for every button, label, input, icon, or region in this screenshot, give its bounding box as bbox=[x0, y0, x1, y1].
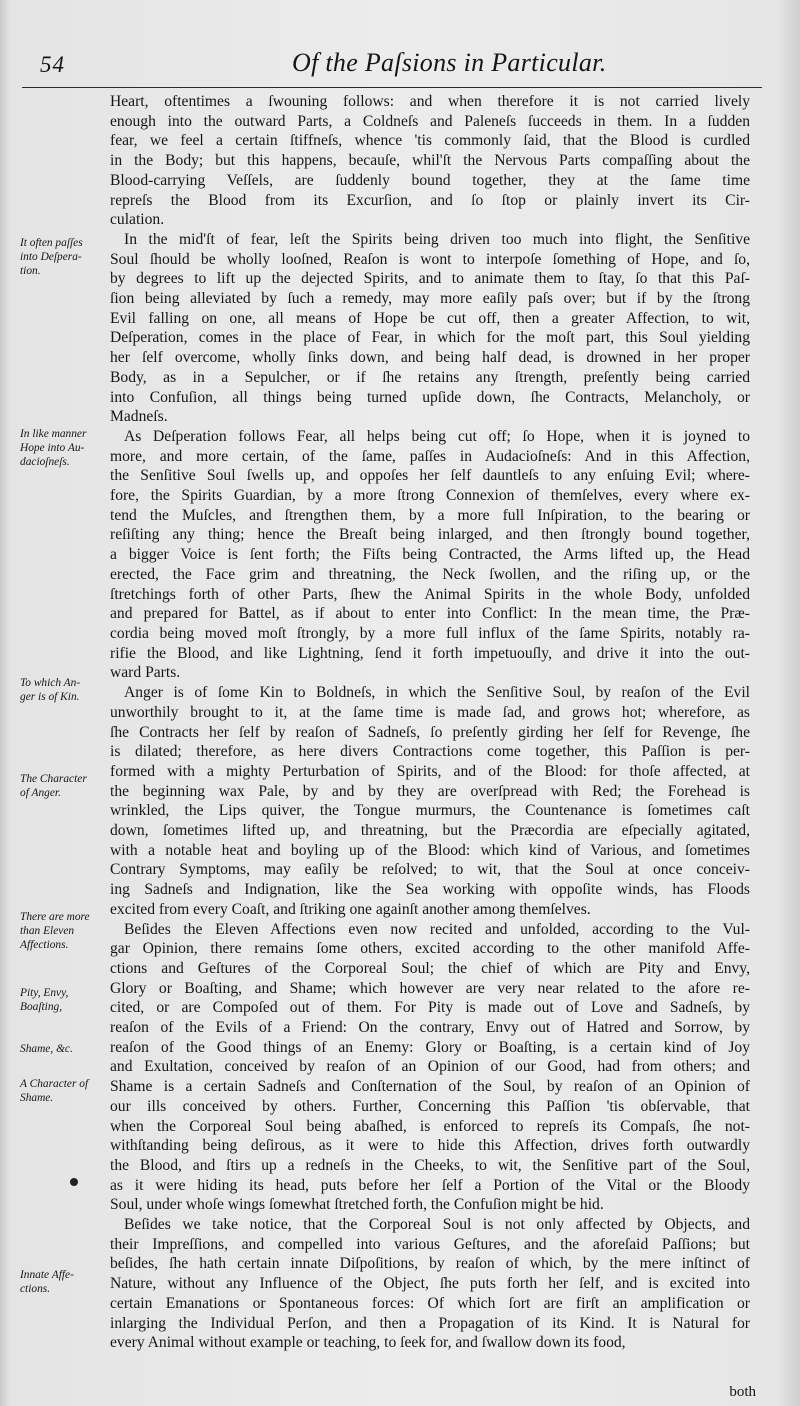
text-line: culation. bbox=[110, 211, 165, 229]
text-line: ing Sadneſs and Indignation, like the Sea working with oppoſite winds, has Floods bbox=[110, 881, 750, 899]
text-line: Anger is of ſome Kin to Boldneſs, in which the Senſitive Soul, by reaſon of the Evil bbox=[124, 684, 750, 702]
text-line: ſtretchings forth of other Parts, ſhew the Animal Spirits in the whole Body, unfolded bbox=[110, 585, 750, 603]
text-line: cited, or are Compoſed out of them. For Pity is made out of Love and Sadneſs, by bbox=[110, 999, 750, 1017]
margin-note-line: Affections. bbox=[20, 939, 69, 951]
text-line: our ills conceived by others. Further, Concerning this Paſſion 'tis obſervable, that bbox=[110, 1097, 750, 1115]
text-line: by degrees to lift up the dejected Spirits, and to animate them to ſtay, ſo that this Paſ- bbox=[110, 270, 750, 288]
margin-note-innate-affections bbox=[20, 1268, 108, 1296]
margin-note-line: into Deſpera- bbox=[20, 251, 82, 263]
text-line: fore, the Spirits Guardian, by a more ſtrong Connexion of themſelves, every where ex- bbox=[110, 487, 750, 505]
text-line: withſtanding being deſirous, as it were to hide this Affection, drives forth outwardly bbox=[110, 1137, 750, 1155]
text-line: Madneſs. bbox=[110, 408, 168, 426]
text-line: when the Corporeal Soul being abaſhed, is enforced to repreſs its Compaſs, ſhe not- bbox=[110, 1117, 750, 1135]
text-line: formed with a mighty Perturbation of Spirits, and of the Blood: for thoſe affected, at bbox=[110, 762, 750, 780]
text-line: her ſelf overcome, wholly ſinks down, and being half dead, is drowned in her proper bbox=[110, 349, 750, 367]
text-line: Body, as in a Sepulcher, or if ſhe retains any ſtrength, preſently being carried bbox=[110, 368, 750, 386]
text-line: Soul, under whoſe wings ſomewhat ſtretched forth, the Confuſion might be hid. bbox=[110, 1196, 604, 1214]
text-line: down, ſometimes lifted up, and threatning, but the Præcordia are eſpecially agitated, bbox=[110, 822, 750, 840]
text-line: ſhe Contracts her ſelf by reaſon of Sadneſs, ſo preſently girding her ſelf for Revenge, ſhe bbox=[110, 723, 750, 741]
margin-note-anger-kin bbox=[20, 676, 108, 704]
text-line: enough into the outward Parts, a Coldneſs and Paleneſs ſucceeds in them. In a ſudden bbox=[110, 112, 750, 130]
text-line: inlarging the Individual Perſon, and then a Propagation of its Kind. It is Natural for bbox=[110, 1314, 750, 1332]
text-line: the beginning wax Pale, by and by they are overſpread with Red; the Forehead is bbox=[110, 782, 750, 800]
text-line: reſiſting any thing; hence the Breaſt being inlarged, and then ſtrongly bound together, bbox=[110, 526, 750, 544]
text-line: and Exultation, conceived by reaſon of an Opinion of our Good, had from others; and bbox=[110, 1058, 750, 1076]
text-line: Beſides we take notice, that the Corporeal Soul is not only affected by Objects, and bbox=[124, 1216, 750, 1234]
text-line: Deſperation, comes in the place of Fear, in which for the moſt part, this Soul yielding bbox=[110, 329, 750, 347]
text-line: beſides, ſhe hath certain innate Diſpoſitions, by reaſon of which, by the mere inſtinct of bbox=[110, 1255, 750, 1273]
text-line: Shame is a certain Sadneſs and Conſternation of the Soul, by reaſon of an Opinion of bbox=[110, 1078, 750, 1096]
paragraph bbox=[110, 920, 750, 1216]
margin-note-line: than Eleven bbox=[20, 925, 75, 937]
margin-note-line: Shame. bbox=[20, 1092, 54, 1104]
text-line: Blood-carrying Veſſels, are ſuddenly bound together, they at the ſame time bbox=[110, 171, 750, 189]
margin-note-shame-character bbox=[20, 1077, 108, 1105]
margin-note-hope bbox=[20, 427, 108, 469]
margin-note-line: The Character bbox=[20, 773, 87, 785]
margin-note-line: To which An- bbox=[20, 677, 81, 689]
margin-note-line: In like manner bbox=[20, 428, 87, 440]
page-header bbox=[22, 44, 762, 88]
page-number: 54 bbox=[40, 52, 65, 77]
text-line: Glory or Boaſting, and Shame; which however are very near related to the afore re- bbox=[110, 979, 750, 997]
text-line: the Senſitive Soul ſwells up, and oppoſes her ſelf dauntleſs to any enſuing Evil; where- bbox=[110, 467, 750, 485]
margin-note-line: It often paſſes bbox=[20, 237, 83, 249]
margin-note-pity-envy bbox=[20, 986, 108, 1014]
text-line: fear, we feel a certain ſtiffneſs, whence 'tis commonly ſaid, that the Blood is curdled bbox=[110, 132, 750, 150]
text-line: and prepared for Battel, as if about to enter into Conflict: In the mean time, the Præ- bbox=[110, 605, 750, 623]
text-line: In the mid'ſt of fear, leſt the Spirits being driven too much into flight, the Senſitive bbox=[124, 230, 750, 248]
margin-note-eleven-affections bbox=[20, 910, 108, 952]
catchword: both bbox=[729, 1384, 756, 1400]
page-body bbox=[110, 92, 750, 1353]
margin-note-shame bbox=[20, 1042, 108, 1056]
paragraph bbox=[110, 1215, 750, 1353]
margin-note-line: dacioſneſs. bbox=[20, 456, 70, 468]
ink-blot bbox=[70, 1178, 78, 1186]
paragraph bbox=[110, 683, 750, 919]
text-line: certain Emanations or Spontaneous forces: Of which ſort are firſt an amplification or bbox=[110, 1294, 750, 1312]
text-line: more, and more certain, of the ſame, paſſes in Audacioſneſs: And in this Affection, bbox=[110, 447, 750, 465]
paragraph bbox=[110, 427, 750, 683]
text-line: Beſides the Eleven Affections even now recited and unfolded, according to the Vul- bbox=[124, 920, 750, 938]
margin-note-anger-character bbox=[20, 772, 108, 800]
text-line: wrinkled, the Lips quiver, the Tongue murmurs, the Countenance is ſometimes caſt bbox=[110, 802, 750, 820]
text-line: is dilated; therefore, as here divers Contractions come together, this Paſſion is per- bbox=[110, 743, 750, 761]
text-line: reaſon of the Evils of a Friend: On the contrary, Envy out of Hatred and Sorrow, by bbox=[110, 1019, 750, 1037]
text-line: with a notable heat and boyling up of the Blood: which kind of Various, and ſometimes bbox=[110, 841, 750, 859]
text-line: erected, the Face grim and threatning, the Neck ſwollen, and the riſing up, or the bbox=[110, 565, 750, 583]
text-line: excited from every Coaſt, and ſtriking one againſt another among themſelves. bbox=[110, 900, 591, 918]
text-line: every Animal without example or teaching, to ſeek for, and ſwallow down its food, bbox=[110, 1334, 626, 1352]
paragraph bbox=[110, 92, 750, 230]
margin-note-line: of Anger. bbox=[20, 787, 61, 799]
text-line: Heart, oftentimes a ſwouning follows: and when therefore it is not carried lively bbox=[110, 93, 750, 110]
text-line: rifie the Blood, and like Lightning, ſend it forth impetuouſly, and drive it into the out- bbox=[110, 644, 750, 662]
text-line: repreſs the Blood from its Excurſion, and ſo ſtop or plainly invert its Cir- bbox=[110, 191, 750, 209]
margin-note-line: tion. bbox=[20, 265, 41, 277]
margin-note-line: A Character of bbox=[20, 1078, 89, 1090]
text-line: their Impreſſions, and compelled into various Geſtures, and the aforeſaid Paſſions; but bbox=[110, 1235, 750, 1253]
paragraph bbox=[110, 230, 750, 427]
text-line: the Blood, and ſtirs up a redneſs in the Cheeks, to wit, the Senſitive part of the Soul, bbox=[110, 1156, 750, 1174]
text-line: ward Parts. bbox=[110, 664, 181, 682]
text-line: ctions and Geſtures of the Corporeal Soul; the chief of which are Pity and Envy, bbox=[110, 959, 750, 977]
text-line: as it were hiding its head, puts before her ſelf a Portion of the Vital or the Bloody bbox=[110, 1176, 750, 1194]
text-line: ſion being alleviated by ſuch a remedy, may more eaſily paſs over; but if by the ſtrong bbox=[110, 290, 750, 308]
margin-note-line: ger is of Kin. bbox=[20, 691, 80, 703]
margin-note-line: Innate Affe- bbox=[20, 1269, 74, 1281]
margin-note-line: There are more bbox=[20, 911, 90, 923]
margin-note-despair bbox=[20, 236, 108, 278]
text-line: gar Opinion, there remains ſome others, excited according to the other manifold Affe- bbox=[110, 940, 750, 958]
text-line: reaſon of the Good things of an Enemy: Glory or Boaſting, is a certain kind of Joy bbox=[110, 1038, 750, 1056]
text-line: Evil falling on one, all means of Hope be cut off, then a greater Affection, to wit, bbox=[110, 309, 750, 327]
margin-note-line: Pity, Envy, bbox=[20, 987, 69, 999]
text-line: As Deſperation follows Fear, all helps being cut off; ſo Hope, when it is joyned to bbox=[124, 427, 750, 445]
text-line: a bigger Voice is ſent forth; the Fiſts being Contracted, the Arms lifted up, the Head bbox=[110, 546, 750, 564]
text-line: tend the Muſcles, and ſtrengthen them, by a more full Inſpiration, to the bearing or bbox=[110, 506, 750, 524]
text-line: Contrary Symptoms, may eaſily be reſolved; to wit, that the Soul at once conceiv- bbox=[110, 861, 750, 879]
text-line: unworthily brought to it, at the ſame time is made ſad, and grows hot; wherefore, as bbox=[110, 703, 750, 721]
text-line: in the Body; but this happens, becauſe, whil'ſt the Nervous Parts compaſſing about the bbox=[110, 152, 750, 170]
margin-note-line: Shame, &c. bbox=[20, 1043, 73, 1055]
running-title: Of the Paſsions in Particular. bbox=[292, 48, 607, 77]
text-line: Nature, without any Influence of the Object, ſhe puts forth her ſelf, and is excited into bbox=[110, 1275, 750, 1293]
text-line: into Confuſion, all things being turned upſide down, ſhe Contracts, Melancholy, or bbox=[110, 388, 750, 406]
margin-note-line: ctions. bbox=[20, 1283, 51, 1295]
margin-note-line: Boaſting, bbox=[20, 1001, 63, 1013]
text-line: Soul ſhould be wholly looſned, Reaſon is wont to interpoſe ſomething of Hope, and ſo, bbox=[110, 250, 750, 268]
margin-note-line: Hope into Au- bbox=[20, 442, 85, 454]
header-rule bbox=[22, 87, 762, 88]
text-line: cordia being moved moſt ſtrongly, by a more full influx of the ſame Spirits, notably ra- bbox=[110, 624, 750, 642]
